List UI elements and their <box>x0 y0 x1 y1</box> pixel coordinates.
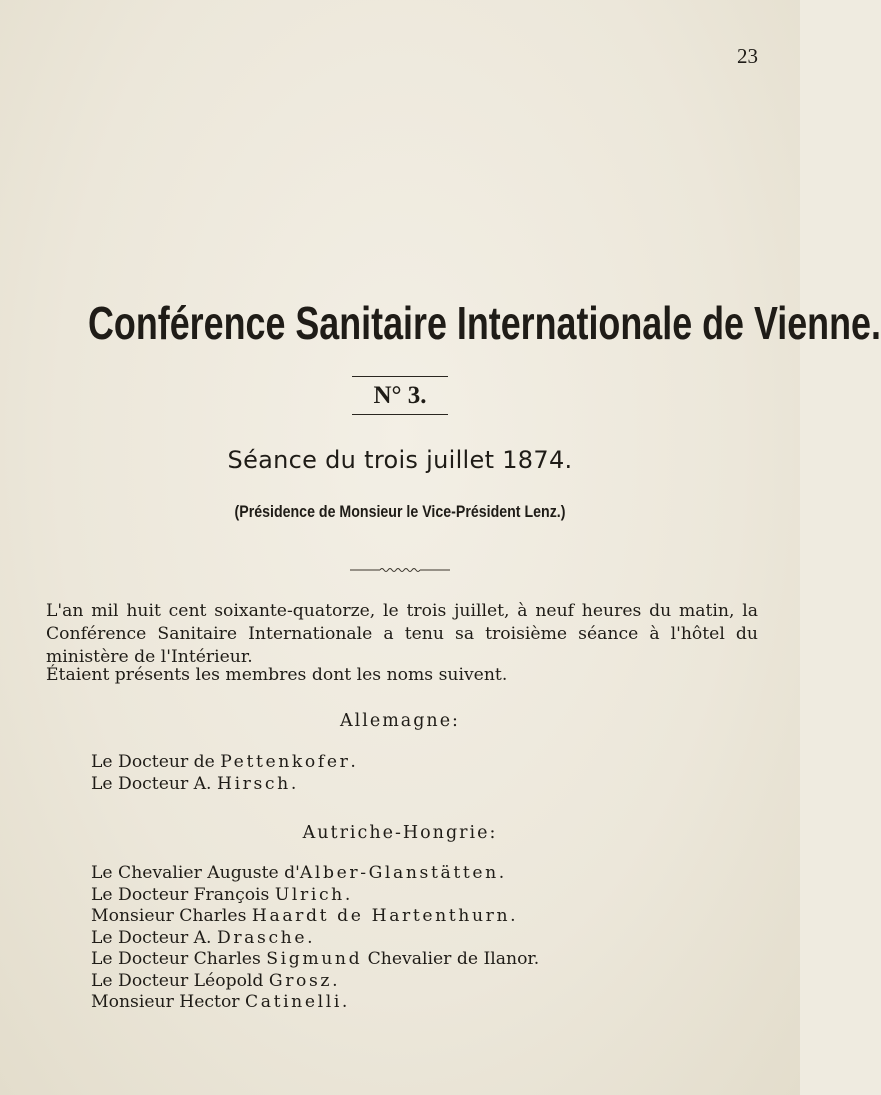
member-surname: Grosz <box>268 970 333 991</box>
number-rule-top <box>352 376 448 377</box>
document-title: Conférence Sanitaire Internationale de Vienne. <box>88 297 881 349</box>
number-rule-bottom <box>352 414 448 415</box>
member-entry: Le Docteur Léopold Grosz. <box>91 970 338 991</box>
session-number: N° 3. <box>373 382 427 409</box>
session-heading: Séance du trois juillet 1874. <box>227 446 573 474</box>
member-entry: Monsieur Hector Catinelli. <box>91 992 348 1012</box>
member-surname: Hirsch <box>216 773 291 794</box>
session-number-block <box>352 376 448 415</box>
country-heading-autriche-hongrie: Autriche-Hongrie: <box>302 823 498 843</box>
member-entry: Monsieur Charles Haardt de Hartenthurn. <box>91 906 516 926</box>
country-heading-allemagne: Allemagne: <box>340 711 460 731</box>
wavy-divider-ornament <box>350 566 450 574</box>
member-surname: Sigmund <box>266 949 363 969</box>
member-surname: Haardt de Hartenthurn <box>251 906 511 926</box>
member-surname: Drasche <box>216 927 308 948</box>
member-entry: Le Docteur François Ulrich. <box>91 884 351 905</box>
page-number: 23 <box>737 44 758 68</box>
member-entry: Le Docteur de Pettenkofer. <box>91 752 356 772</box>
member-surname: Catinelli <box>244 992 342 1012</box>
presidency-note: (Présidence de Monsieur le Vice-Président Lenz.) <box>234 503 566 521</box>
attendance-text: Étaient présents les membres dont les noms suivent. <box>46 665 508 685</box>
member-surname: Ulrich <box>274 884 345 905</box>
member-list-autriche-hongrie <box>91 863 751 1014</box>
member-entry: Le Chevalier Auguste d'Alber-Glanstätten. <box>91 863 505 883</box>
intro-paragraph: L'an mil huit cent soixante-quatorze, le trois juillet, à neuf heures du matin, la Conférence Sanitaire Internationale a tenu sa troisième séance à l'hôtel du ministère de l'Intérieur. <box>46 601 758 667</box>
member-entry: Le Docteur A. Hirsch. <box>91 773 297 794</box>
member-entry: Le Docteur Charles Sigmund Chevalier de Ilanor. <box>91 949 540 969</box>
member-list-allemagne <box>91 752 751 795</box>
attendance-paragraph <box>46 664 758 687</box>
member-surname: Pettenkofer <box>220 752 351 772</box>
member-surname: Alber-Glanstätten <box>299 863 499 883</box>
member-entry: Le Docteur A. Drasche. <box>91 927 313 948</box>
